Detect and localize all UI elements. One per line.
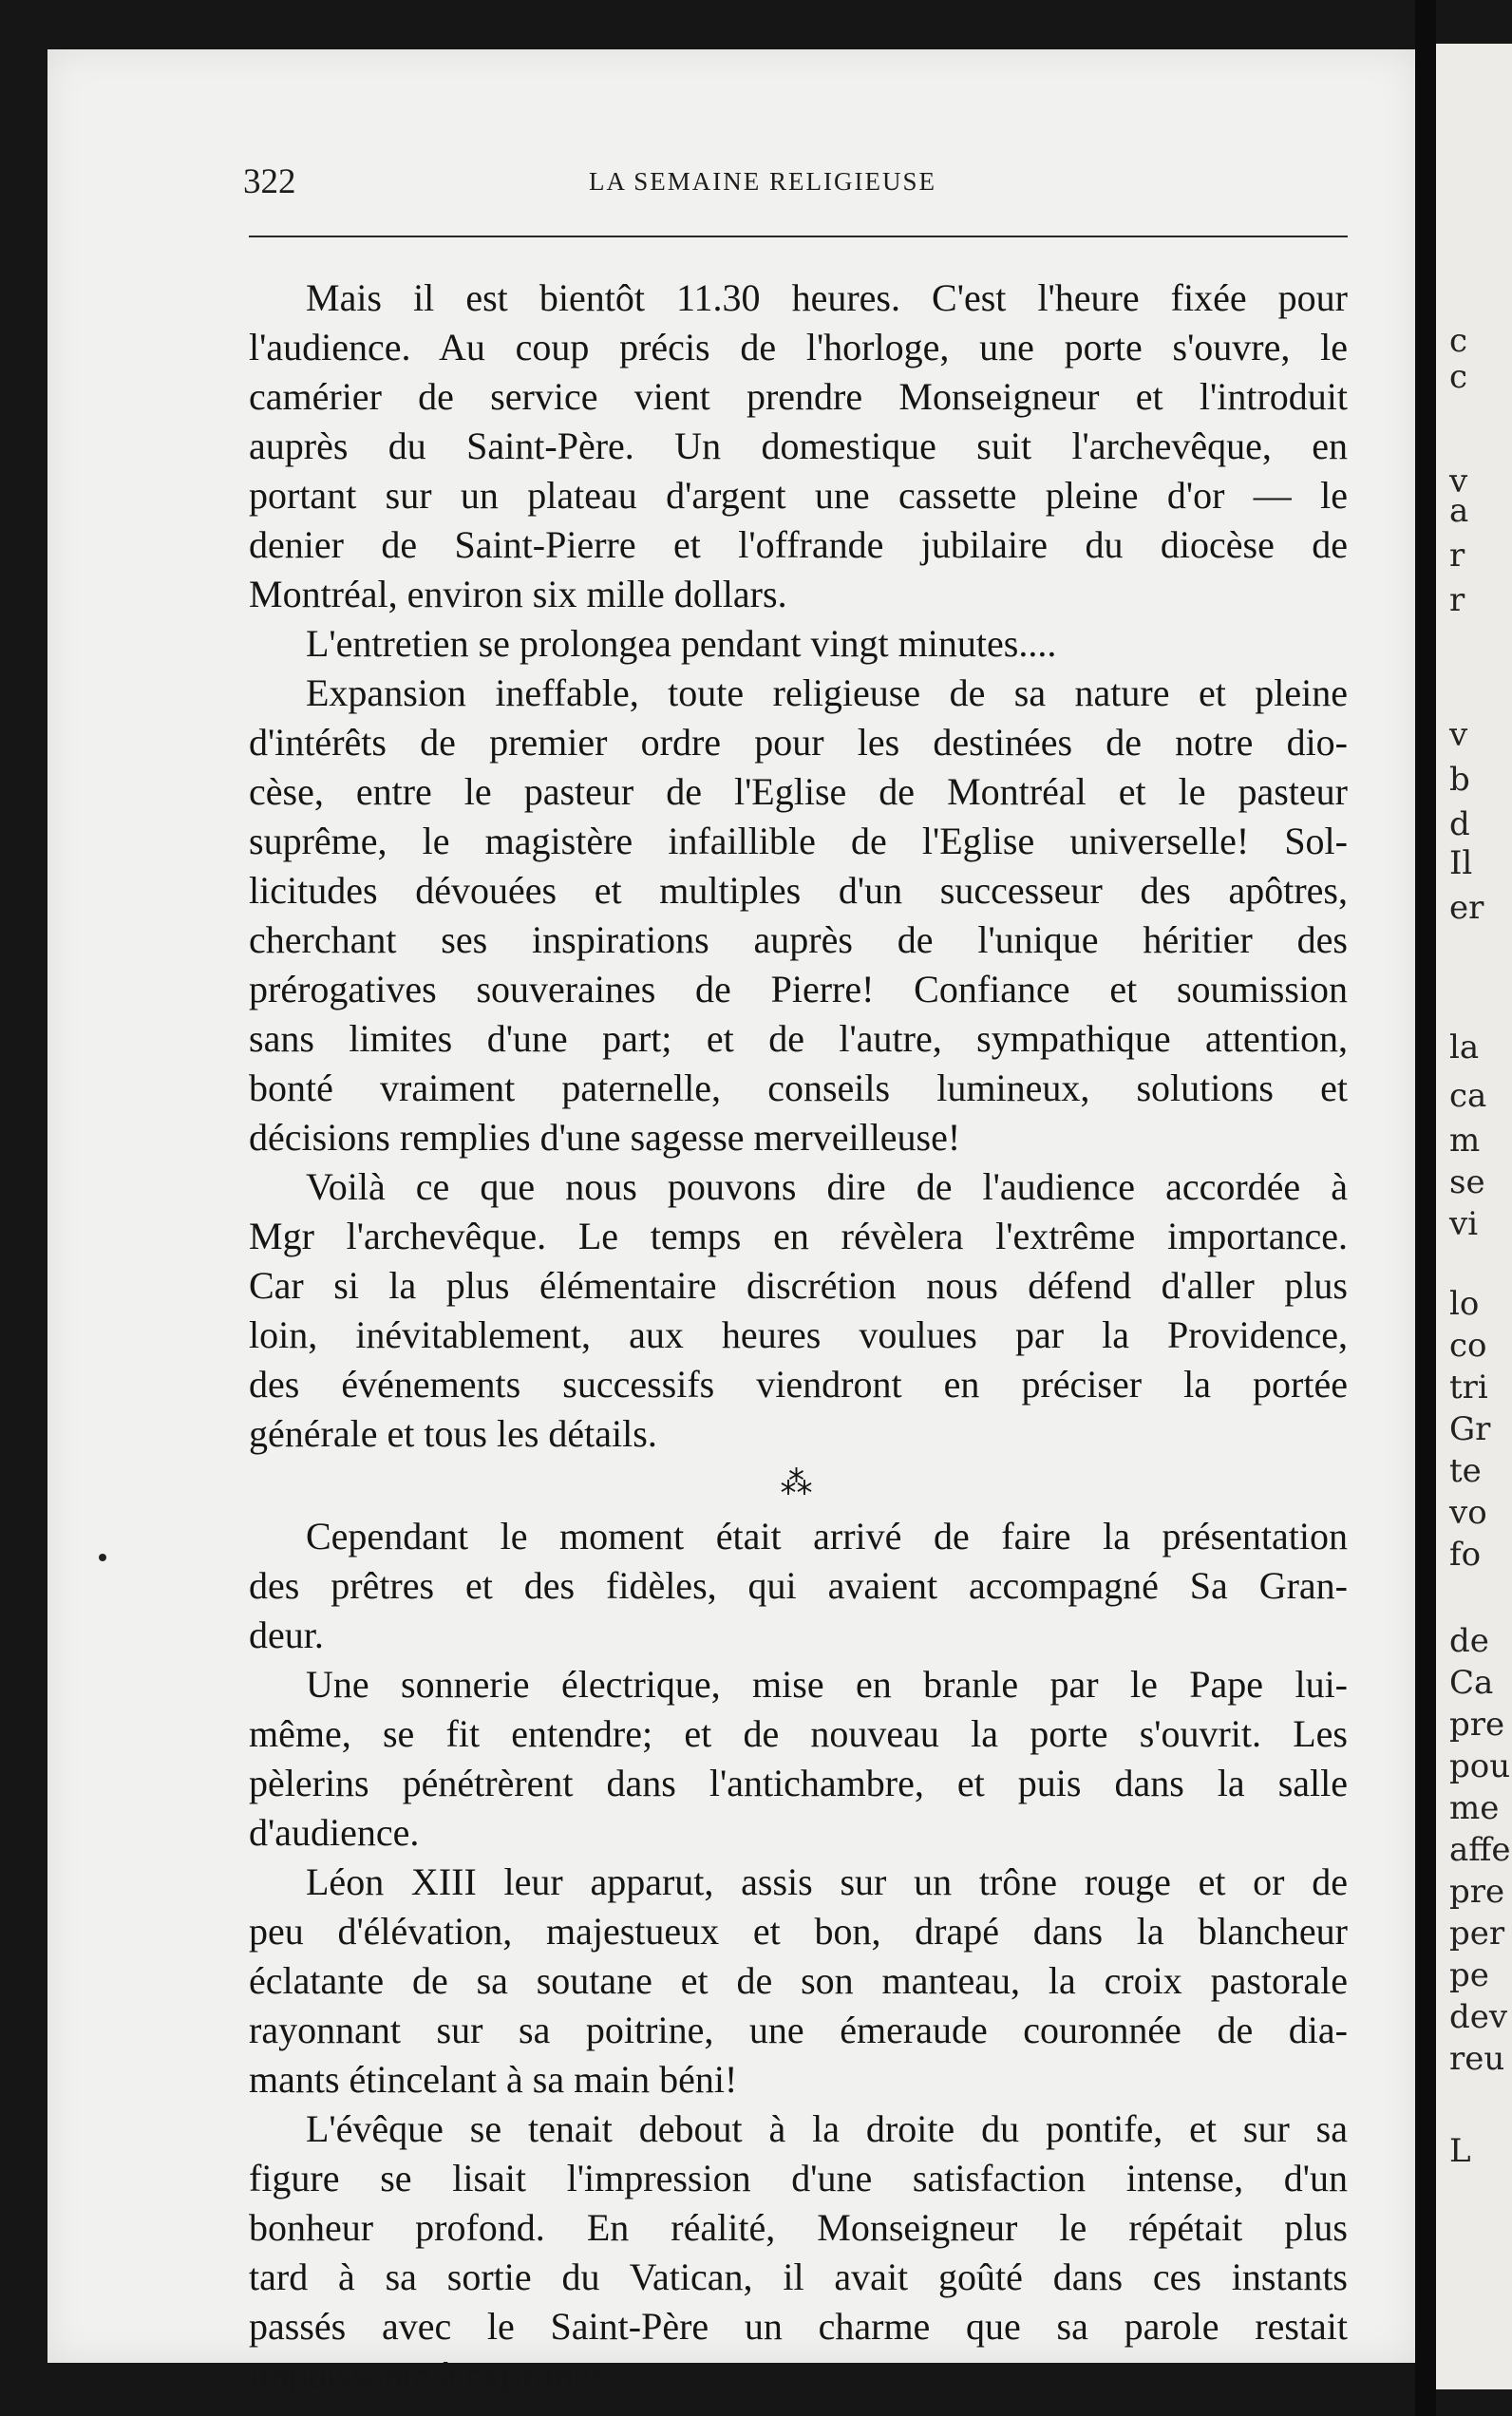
text-line: impuissante à exprimer.	[249, 2354, 612, 2397]
section-asterism: ⁂	[780, 1466, 817, 1501]
facing-page-fragment: c	[1449, 322, 1468, 361]
facing-page-fragment: pe	[1449, 1955, 1489, 1994]
facing-page-fragment: reu	[1449, 2039, 1505, 2078]
facing-page-fragment: Il	[1449, 843, 1473, 882]
text-line: pèlerins pénétrèrent dans l'antichambre, et puis dans la salle	[249, 1762, 1348, 1804]
paragraph	[249, 619, 1348, 669]
facing-page-fragment: vi	[1449, 1204, 1479, 1243]
page-number: 322	[243, 162, 296, 201]
text-line: loin, inévitablement, aux heures voulues par la Providence,	[249, 1313, 1348, 1356]
facing-page-fragment: dev	[1449, 1997, 1508, 2036]
facing-page-fragment: b	[1449, 760, 1470, 799]
facing-page-fragment: v	[1449, 462, 1468, 500]
paragraph	[249, 1858, 1348, 2105]
text-line: passés avec le Saint-Père un charme que sa parole restait	[249, 2305, 1348, 2348]
text-line: figure se lisait l'impression d'une satisfaction intense, d'un	[249, 2157, 1348, 2199]
next-page-edge	[1436, 44, 1512, 2389]
facing-page-fragment: fo	[1449, 1536, 1482, 1575]
facing-page-fragment: r	[1449, 581, 1465, 620]
running-head	[0, 0, 1512, 247]
text-line: Car si la plus élémentaire discrétion nous défend d'aller plus	[249, 1264, 1348, 1307]
text-line: Une sonnerie électrique, mise en branle par le Pape lui-	[306, 1663, 1348, 1706]
text-line: bonheur profond. En réalité, Monseigneur le répétait plus	[249, 2206, 1348, 2249]
facing-page-fragment: d	[1449, 804, 1470, 843]
facing-page-fragment: er	[1449, 888, 1484, 927]
facing-page-fragment: c	[1449, 357, 1468, 396]
text-line: des événements successifs viendront en préciser la portée	[249, 1363, 1348, 1406]
facing-page-fragment: pre	[1449, 1872, 1505, 1911]
text-line: Montréal, environ six mille dollars.	[249, 573, 787, 615]
text-line: suprême, le magistère infaillible de l'Eglise universelle! Sol-	[249, 820, 1348, 862]
facing-page-fragment: v	[1449, 715, 1468, 754]
paragraph	[249, 1162, 1348, 1459]
running-title: LA SEMAINE RELIGIEUSE	[589, 167, 936, 196]
facing-page-fragment: vo	[1449, 1494, 1487, 1533]
text-line: cèse, entre le pasteur de l'Eglise de Montréal et le pasteur	[249, 770, 1348, 813]
facing-page-fragment: a	[1449, 492, 1469, 531]
facing-page-fragment: se	[1449, 1162, 1485, 1201]
facing-page-fragment: te	[1449, 1452, 1482, 1491]
ink-speck	[99, 1554, 106, 1561]
text-line: éclatante de sa soutane et de son manteau, la croix pastorale	[249, 1959, 1348, 2002]
facing-page-fragment: L	[1449, 2132, 1471, 2171]
text-line: d'intérêts de premier ordre pour les destinées de notre dio-	[249, 721, 1348, 764]
text-line: portant sur un plateau d'argent une cassette pleine d'or — le	[249, 474, 1348, 517]
text-line: L'évêque se tenait debout à la droite du pontife, et sur sa	[306, 2107, 1348, 2150]
text-line: Mais il est bientôt 11.30 heures. C'est l'heure fixée pour	[306, 276, 1348, 319]
text-line: prérogatives souveraines de Pierre! Confiance et soumission	[249, 968, 1348, 1010]
facing-page-fragment: r	[1449, 537, 1465, 576]
text-line: des prêtres et des fidèles, qui avaient accompagné Sa Gran-	[249, 1564, 1348, 1607]
text-line: d'audience.	[249, 1811, 420, 1854]
facing-page-fragment: de	[1449, 1622, 1489, 1661]
text-line: cherchant ses inspirations auprès de l'unique héritier des	[249, 918, 1348, 961]
text-line: peu d'élévation, majestueux et bon, drapé dans la blancheur	[249, 1910, 1348, 1953]
text-line: sans limites d'une part; et de l'autre, sympathique attention,	[249, 1017, 1348, 1060]
facing-page-fragment: m	[1449, 1121, 1481, 1160]
facing-page-fragment: tri	[1449, 1368, 1488, 1407]
text-line: denier de Saint-Pierre et l'offrande jubilaire du diocèse de	[249, 523, 1348, 566]
facing-page-fragment: lo	[1449, 1285, 1480, 1324]
facing-page-fragment: ca	[1449, 1076, 1487, 1115]
facing-page-fragment: Gr	[1449, 1410, 1491, 1449]
facing-page-fragment: pou	[1449, 1747, 1511, 1786]
text-line: bonté vraiment paternelle, conseils lumineux, solutions et	[249, 1066, 1348, 1109]
text-line: décisions remplies d'une sagesse merveilleuse!	[249, 1116, 961, 1159]
text-line: Mgr l'archevêque. Le temps en révèlera l'extrême importance.	[249, 1215, 1348, 1257]
paragraph	[249, 669, 1348, 1162]
paragraph	[249, 1512, 1348, 1660]
facing-page-fragment: la	[1449, 1029, 1480, 1067]
paragraph	[249, 1660, 1348, 1858]
paragraph	[249, 274, 1348, 619]
text-line: l'audience. Au coup précis de l'horloge, une porte s'ouvre, le	[249, 326, 1348, 368]
facing-page-fragment: me	[1449, 1789, 1500, 1827]
text-line: deur.	[249, 1614, 324, 1656]
paragraph	[249, 2105, 1348, 2401]
facing-page-fragment: pre	[1449, 1706, 1505, 1745]
text-line: Voilà ce que nous pouvons dire de l'audience accordée à	[306, 1165, 1348, 1208]
header-rule	[249, 236, 1348, 237]
text-line: licitudes dévouées et multiples d'un successeur des apôtres,	[249, 869, 1348, 912]
facing-page-fragment: affe	[1449, 1830, 1511, 1869]
body-text	[249, 274, 1348, 2401]
facing-page-fragment: per	[1449, 1914, 1505, 1953]
text-line: Léon XIII leur apparut, assis sur un trône rouge et or de	[306, 1860, 1348, 1903]
text-line: auprès du Saint-Père. Un domestique suit l'archevêque, en	[249, 425, 1348, 467]
text-line: Expansion ineffable, toute religieuse de sa nature et pleine	[306, 671, 1348, 714]
text-line: même, se fit entendre; et de nouveau la porte s'ouvrit. Les	[249, 1712, 1348, 1755]
text-line: rayonnant sur sa poitrine, une émeraude couronnée de dia-	[249, 2009, 1348, 2051]
text-line: camérier de service vient prendre Monseigneur et l'introduit	[249, 375, 1348, 418]
text-line: mants étincelant à sa main béni!	[249, 2058, 738, 2101]
text-line: tard à sa sortie du Vatican, il avait goûté dans ces instants	[249, 2256, 1348, 2298]
text-line: Cependant le moment était arrivé de faire la présentation	[306, 1515, 1348, 1557]
text-line: L'entretien se prolongea pendant vingt minutes....	[306, 622, 1057, 665]
binding-shadow	[1415, 0, 1436, 2416]
facing-page-fragment: co	[1449, 1327, 1487, 1366]
facing-page-fragment: Ca	[1449, 1664, 1494, 1703]
text-line: générale et tous les détails.	[249, 1412, 657, 1455]
